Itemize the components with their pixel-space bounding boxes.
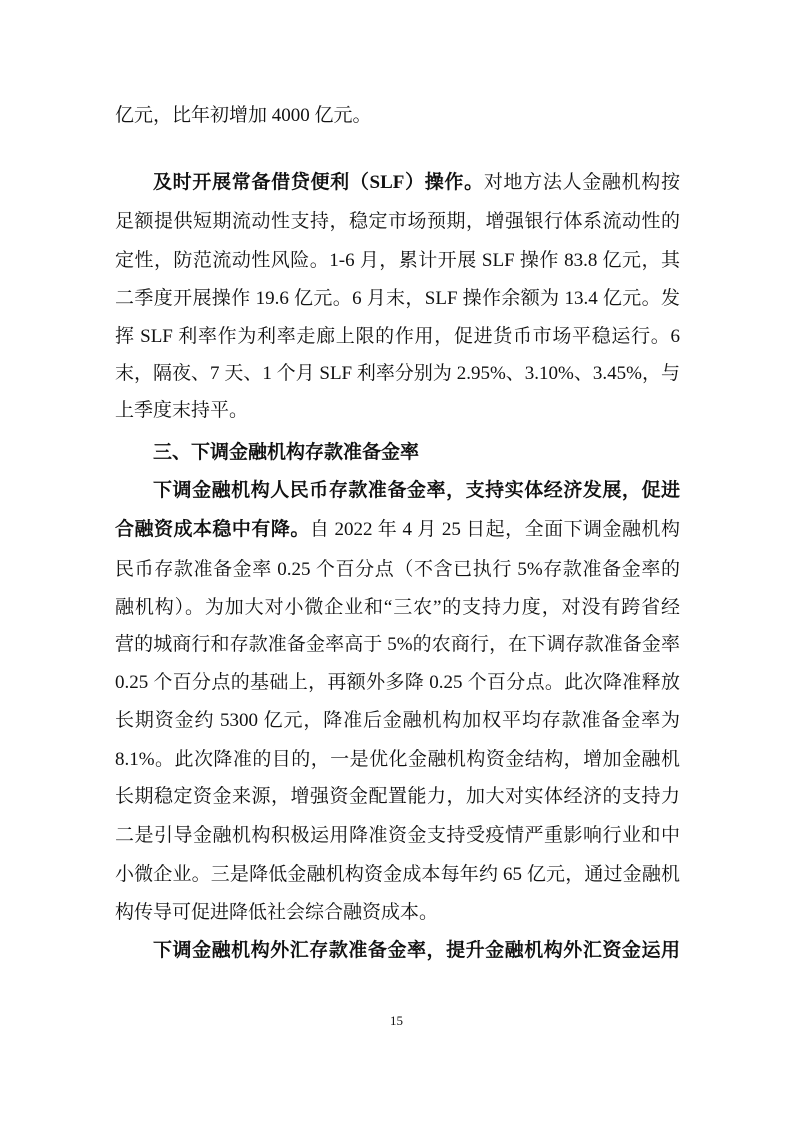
bold-text: 下调金融机构人民币存款准备金率，支持实体经济发展，促进 <box>153 480 680 501</box>
text-line <box>115 671 680 695</box>
text-line <box>115 785 680 809</box>
text-line <box>115 518 680 542</box>
text-segment: 定性，防范流动性风险。1-6 月，累计开展 SLF 操作 83.8 亿元，其 <box>115 250 680 271</box>
text-segment: 小微企业。三是降低金融机构资金成本每年约 65 亿元，通过金融机 <box>115 864 680 885</box>
text-segment: 足额提供短期流动性支持，稳定市场预期，增强银行体系流动性的 <box>115 211 680 232</box>
bold-text: 及时开展常备借贷便利（SLF）操作。 <box>153 172 484 193</box>
text-line <box>115 399 680 423</box>
text-line <box>115 210 680 234</box>
text-line <box>115 558 680 582</box>
text-line <box>115 325 680 349</box>
text-line <box>153 479 680 503</box>
text-segment: 三、下调金融机构存款准备金率 <box>153 441 420 463</box>
text-line <box>115 901 680 925</box>
text-line <box>115 287 680 311</box>
text-line <box>115 362 680 386</box>
bold-text: 合融资成本稳中有降。 <box>115 519 310 540</box>
text-line <box>115 824 680 848</box>
text-segment: 0.25 个百分点的基础上，再额外多降 0.25 个百分点。此次降准释放 <box>115 672 680 693</box>
text-segment: 构传导可促进降低社会综合融资成本。 <box>115 902 439 923</box>
text-line <box>115 633 680 657</box>
text-segment: 二是引导金融机构积极运用降准资金支持受疫情严重影响行业和中 <box>115 825 680 846</box>
text-segment: 挥 SLF 利率作为利率走廊上限的作用，促进货币市场平稳运行。6 <box>115 326 680 347</box>
text-segment: 末，隔夜、7 天、1 个月 SLF 利率分别为 2.95%、3.10%、3.45%，与 <box>115 363 680 384</box>
text-line <box>153 939 680 963</box>
text-line <box>115 709 680 733</box>
page-number: 15 <box>390 1013 403 1028</box>
text-segment: 亿元，比年初增加 4000 亿元。 <box>115 105 372 126</box>
text-line <box>115 596 680 620</box>
bold-text: 下调金融机构外汇存款准备金率，提升金融机构外汇资金运用 <box>153 940 680 961</box>
text-segment: 长期稳定资金来源，增强资金配置能力，加大对实体经济的支持力 <box>115 786 680 807</box>
text-segment: 上季度末持平。 <box>115 400 249 421</box>
text-line <box>115 249 680 273</box>
text-segment: 长期资金约 5300 亿元，降准后金融机构加权平均存款准备金率为 <box>115 710 680 731</box>
text-segment: 营的城商行和存款准备金率高于 5%的农商行，在下调存款准备金率 <box>115 634 680 655</box>
text-line <box>115 104 680 128</box>
text-segment: 自 2022 年 4 月 25 日起，全面下调金融机构 <box>309 519 680 540</box>
text-segment: 对地方法人金融机构按 <box>483 172 680 193</box>
text-segment: 民币存款准备金率 0.25 个百分点（不含已执行 5%存款准备金率的 <box>115 559 680 580</box>
text-segment: 二季度开展操作 19.6 亿元。6 月末，SLF 操作余额为 13.4 亿元。发 <box>115 288 680 309</box>
text-line <box>115 863 680 887</box>
text-segment: 8.1%。此次降准的目的，一是优化金融机构资金结构，增加金融机 <box>115 749 680 770</box>
section-heading <box>153 440 718 464</box>
text-line <box>115 748 680 772</box>
text-line <box>153 171 680 195</box>
text-segment: 融机构）。为加大对小微企业和“三农”的支持力度，对没有跨省经 <box>115 597 680 618</box>
